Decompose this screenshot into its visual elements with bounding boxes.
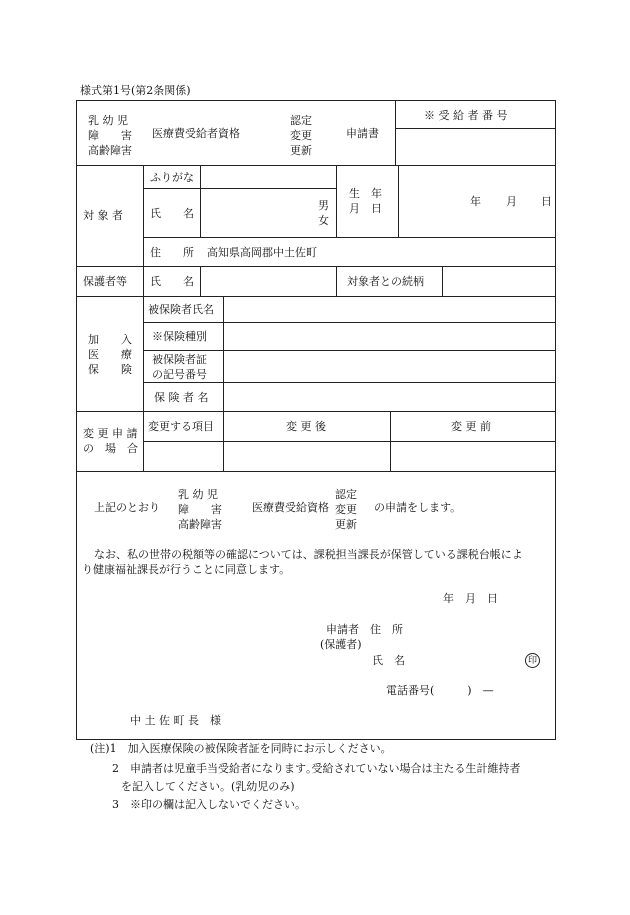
guardian-name-field[interactable] [201,267,335,295]
applicant-guardian-note: (保護者) [320,638,362,651]
change-before-field[interactable] [391,442,555,470]
rule [143,165,144,471]
header-category: 乳 幼 児 障 害 高齢障害 [88,114,132,157]
seal-mark: 印 [525,653,540,668]
recipient-number-label: ※ 受 給 者 番 号 [424,109,508,122]
change-item-field[interactable] [144,442,222,470]
note-2-line-2: を記入してください。(乳幼児のみ) [121,780,295,793]
gender-choice[interactable]: 男 女 [318,199,329,227]
rule [395,128,556,129]
birth-day-label: 日 [541,195,552,208]
header-title-middle: 医療費受給者資格 [152,127,240,140]
change-section-label: 変 更 申 請 の 場 合 [83,427,138,455]
note-1: (注)1 加入医療保険の被保険者証を同時にお示しください。 [90,742,392,755]
applicant-address-label: 申請者 住 所 [326,623,403,636]
insurer-name-field[interactable] [224,383,555,410]
insurer-name-label: 保 険 者 名 [154,391,209,404]
applicant-name-label: 氏 名 [372,654,405,667]
insurance-type-field[interactable] [224,323,555,349]
subject-name-field[interactable] [201,189,313,236]
change-before-label: 変 更 前 [451,420,491,433]
note-3: 3 ※印の欄は記入しないでください。 [112,798,306,811]
rule [336,266,337,296]
application-date[interactable]: 年 月 日 [443,592,498,605]
rule [76,411,556,412]
furigana-field[interactable] [201,166,335,187]
declaration-suffix: の申請をします。 [374,501,462,514]
subject-section-label: 対 象 者 [83,209,123,222]
insurance-section-label: 加 入 医 療 保 険 [88,333,132,376]
change-item-label: 変更する項目 [148,420,214,433]
addressee: 中 土 佐 町 長 様 [130,714,221,727]
birthdate-label: 生 年 月 日 [349,187,382,215]
note-2-line-1: 2 申請者は児童手当受給者になります｡受給されていない場合は主たる生計維持者 [112,762,521,775]
birth-year-label: 年 [470,195,481,208]
insured-name-field[interactable] [224,297,555,321]
header-action: 認定 変更 更新 [290,114,312,157]
rule [336,165,337,237]
guardian-section-label: 保護者等 [83,275,127,288]
furigana-label: ふりがな [150,171,194,184]
form-number: 様式第1号(第2条関係) [80,84,191,97]
card-number-label: 被保険者証 の記号番号 [152,353,207,381]
address-value[interactable]: 高知県高岡郡中土佐町 [207,246,317,259]
insured-name-label: 被保険者氏名 [148,303,214,316]
declaration-action: 認定 変更 更新 [335,488,357,531]
declaration-category: 乳 幼 児 障 害 高齢障害 [178,488,222,531]
birth-month-label: 月 [506,195,517,208]
change-after-label: 変 更 後 [286,420,326,433]
relation-field[interactable] [443,267,555,295]
subject-name-label: 氏 名 [150,207,194,220]
declaration-middle: 医療費受給資格 [252,501,329,514]
rule [76,471,556,472]
consent-line-2: り健康福祉課長が行うことに同意します。 [82,563,291,576]
guardian-name-label: 氏 名 [150,275,194,288]
change-after-field[interactable] [224,442,389,470]
consent-line-1: なお、私の世帯の税額等の確認については、課税担当課長が保管している課税台帳によ [94,548,523,561]
rule [398,165,399,237]
recipient-number-field[interactable] [396,130,554,164]
declaration-prefix: 上記のとおり [94,501,160,514]
phone-number[interactable]: 電話番号( ) — [386,684,494,697]
card-number-field[interactable] [224,351,555,381]
address-label: 住 所 [150,246,194,259]
relation-label: 対象者との続柄 [347,275,424,288]
header-title-suffix: 申請書 [346,127,379,140]
rule [143,237,556,238]
insurance-type-label: ※保険種別 [152,330,207,343]
